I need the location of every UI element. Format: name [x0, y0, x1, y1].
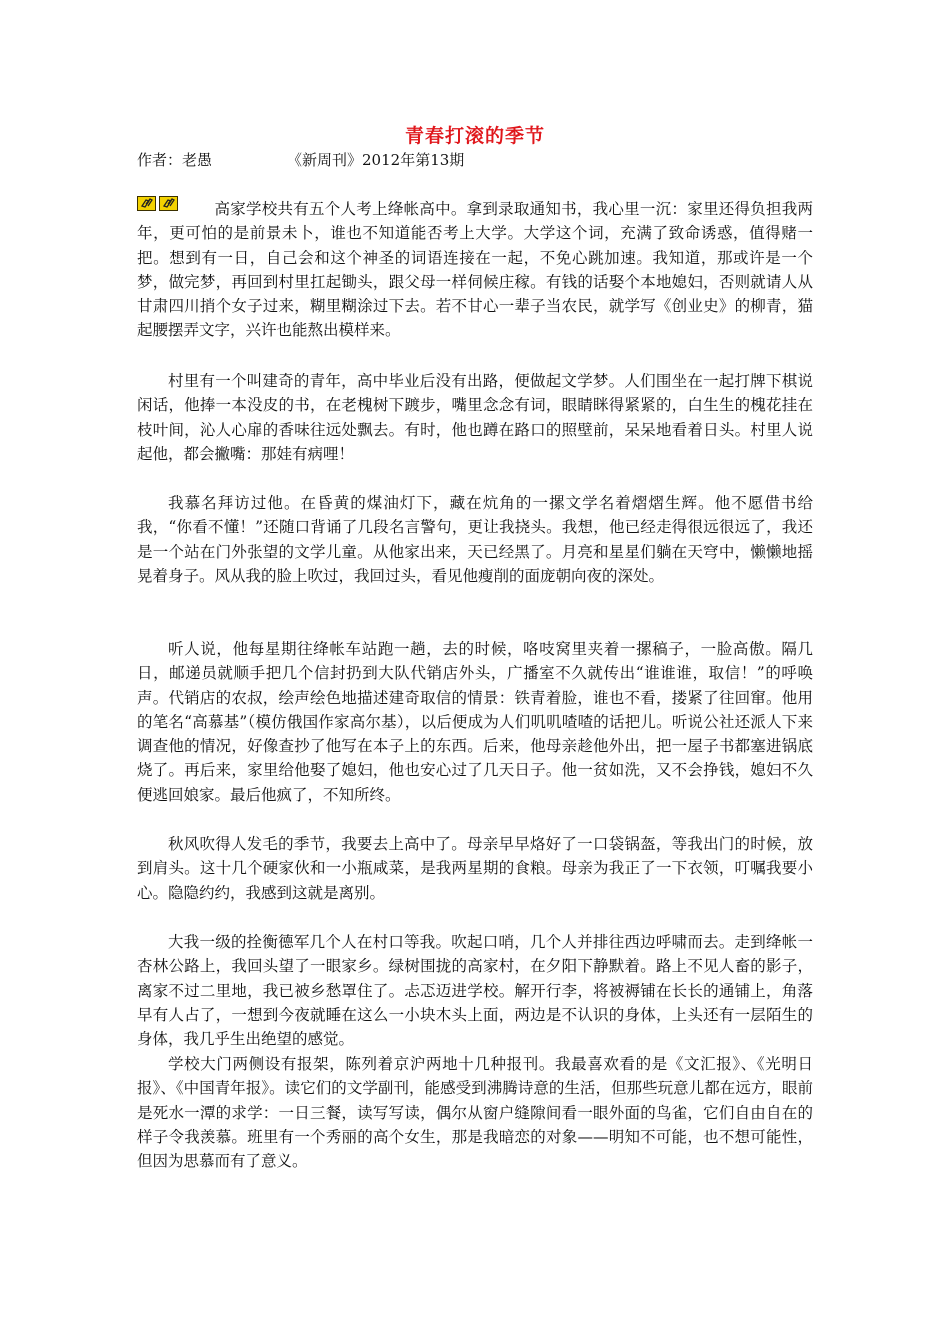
paragraph: 秋风吹得人发毛的季节，我要去上高中了。母亲早早烙好了一口袋锅盔，等我出门的时候，放到肩头。这十几个硬家伙和一小瓶咸菜，是我两星期的食粮。母亲为我正了一下衣领，叮嘱我要小心。隐隐约约，我感到这就是离别。	[137, 835, 813, 902]
article-title: 青春打滚的季节	[404, 125, 545, 147]
paragraph: 学校大门两侧设有报架，陈列着京沪两地十几种报刊。我最喜欢看的是《文汇报》、《光明日报》、《中国青年报》。读它们的文学副刊，能感受到沸腾诗意的生活，但那些玩意儿都在远方，眼前是死水一潭的求学：一日三餐，读写写读，偶尔从窗户缝隙间看一眼外面的鸟雀，它们自由自在的样子令我羡慕。班里有一个秀丽的高个女生，那是我暗恋的对象——明知不可能，也不想可能性，但因为思慕而有了意义。	[137, 1055, 813, 1171]
article-meta	[137, 150, 464, 170]
paragraph: 大我一级的拴衡德军几个人在村口等我。吹起口哨，几个人并排往西边呼啸而去。走到绛帐一杏林公路上，我回头望了一眼家乡。绿树围拢的高家村，在夕阳下静默着。路上不见人畜的影子，离家不过二里地，我已被乡愁罩住了。忐忑迈进学校。解开行李，将被褥铺在长长的通铺上，角落早有人占了，一想到今夜就睡在这么一小块木头上面，两边是不认识的身体，上头还有一层陌生的身体，我几乎生出绝望的感觉。	[137, 933, 813, 1049]
paragraph: 村里有一个叫建奇的青年，高中毕业后没有出路，便做起文学梦。人们围坐在一起打牌下棋说闲话，他捧一本没皮的书，在老槐树下踱步，嘴里念念有词，眼睛眯得紧紧的，白生生的槐花挂在枝叶间，沁人心扉的香味往远处飘去。有时，他也蹲在路口的照壁前，呆呆地看着日头。村里人说起他，都会撇嘴：那娃有病哩！	[137, 372, 813, 463]
author-line: 作者：老愚	[137, 151, 213, 169]
paragraph: 我慕名拜访过他。在昏黄的煤油灯下，藏在炕角的一摞文学名着熠熠生辉。他不愿借书给我，“你看不懂！”还随口背诵了几段名言警句，更让我挠头。我想，他已经走得很远很远了，我还是一个站在门外张望的文学儿童。从他家出来，天已经黑了。月亮和星星们躺在天穹中，懒懒地摇晃着身子。风从我的脸上吹过，我回过头，看见他瘦削的面庞朝向夜的深处。	[137, 494, 813, 585]
paragraph: 高家学校共有五个人考上绛帐高中。拿到录取通知书，我心里一沉：家里还得负担我两年，更可怕的是前景未卜，谁也不知道能否考上大学。大学这个词，充满了致命诱惑，值得赌一把。想到有一日，自己会和这个神圣的词语连接在一起，不免心跳加速。我知道，那或许是一个梦，做完梦，再回到村里扛起锄头，跟父母一样伺候庄稼。有钱的话娶个本地媳妇，否则就请人从甘肃四川捎个女子过来，糊里糊涂过下去。若不甘心一辈子当农民，就学写《创业史》的柳青，猫起腰摆弄文字，兴许也能熬出模样来。	[137, 200, 813, 340]
source-line: 《新周刊》2012年第13期	[287, 151, 465, 169]
paragraph: 听人说，他每星期往绛帐车站跑一趟，去的时候，咯吱窝里夹着一摞稿子，一脸高傲。隔几日，邮递员就顺手把几个信封扔到大队代销店外头，广播室不久就传出“谁谁谁，取信！”的呼唤声。代销店的农叔，绘声绘色地描述建奇取信的情景：铁青着脸，谁也不看，搂紧了往回窜。他用的笔名“高慕基”（模仿俄国作家高尔基），以后便成为人们叽叽喳喳的话把儿。听说公社还派人下来调查他的情况，好像查抄了他写在本子上的东西。后来，他母亲趁他外出，把一屋子书都塞进锅底烧了。再后来，家里给他娶了媳妇，他也安心过了几天日子。他一贫如洗，又不会挣钱，媳妇不久便逃回娘家。最后他疯了，不知所终。	[137, 640, 813, 804]
